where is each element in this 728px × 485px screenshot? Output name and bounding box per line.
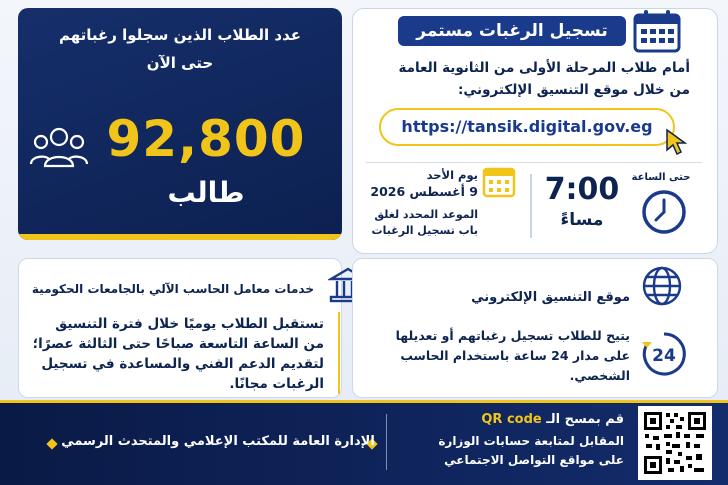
people-icon [30, 124, 88, 172]
deadline-date: 9 أغسطس 2026 [370, 184, 478, 199]
deadline-text-1: الموعد المحدد لغلق [374, 208, 478, 221]
labs-text-2: من الساعة التاسعة صباحًا حتى الثالثة عصرًا؛ [32, 336, 324, 352]
labs-text-4: الرغبات مجانًا. [229, 376, 324, 392]
site-text-2: على مدار 24 ساعة باستخدام الحاسب [400, 348, 630, 363]
qr-code[interactable] [638, 406, 712, 480]
labs-text-3: لتقديم الدعم الفني والمساعدة في تسجيل [41, 356, 324, 372]
media-office-name: الإدارة العامة للمكتب الإعلامي والمتحدث الرسمي [61, 434, 375, 449]
footer-gold-line [0, 400, 728, 403]
date-calendar-icon [482, 164, 516, 198]
student-count-unit: طالب [167, 176, 245, 209]
until-label: حتى الساعة [631, 172, 691, 183]
footer-divider [386, 414, 387, 470]
clock-icon [640, 188, 688, 236]
24-hours-icon [640, 330, 688, 378]
labs-title: خدمات معامل الحاسب الآلي بالجامعات الحكومية [31, 282, 314, 296]
globe-icon [640, 264, 684, 308]
site-text-3: الشخصي. [569, 368, 630, 383]
registration-banner: تسجيل الرغبات مستمر [398, 16, 626, 46]
count-heading-1: عدد الطلاب الذين سجلوا رغباتهم [58, 26, 302, 44]
qr-label [404, 412, 624, 427]
registration-line-2: من خلال موقع التنسيق الإلكتروني: [457, 82, 690, 98]
qr-line-1: المقابل لمتابعة حسابات الوزارة [438, 434, 624, 448]
count-heading-2: حتى الآن [146, 54, 214, 72]
student-count-number: 92,800 [106, 110, 306, 168]
deadline-text-2: باب تسجيل الرغبات [371, 224, 478, 237]
qr-label-code: QR code [481, 412, 542, 427]
qr-line-2: على مواقع التواصل الاجتماعي [444, 453, 624, 467]
time-divider [530, 174, 532, 238]
calendar-icon [632, 8, 682, 54]
cursor-icon [664, 128, 692, 156]
closing-time-period: مساءً [560, 210, 604, 230]
registration-line-1: أمام طلاب المرحلة الأولى من الثانوية العامة [398, 60, 690, 76]
labs-text-1: تستقبل الطلاب يوميًا خلال فترة التنسيق [55, 316, 324, 332]
labs-accent-bar [338, 312, 340, 394]
registration-divider [366, 162, 702, 163]
site-title: موقع التنسيق الإلكتروني [471, 290, 630, 305]
tansik-url-link[interactable]: https://tansik.digital.gov.eg [379, 108, 675, 146]
gold-strip [18, 234, 342, 240]
qr-label-prefix: قم بمسح الـ [546, 412, 624, 427]
24-hours-badge-text: 24 [652, 346, 676, 366]
closing-time: 7:00 [544, 172, 620, 207]
site-text-1: يتيح للطلاب تسجيل رغباتهم أو تعديلها [395, 328, 630, 343]
deadline-day: يوم الأحد [426, 168, 478, 182]
